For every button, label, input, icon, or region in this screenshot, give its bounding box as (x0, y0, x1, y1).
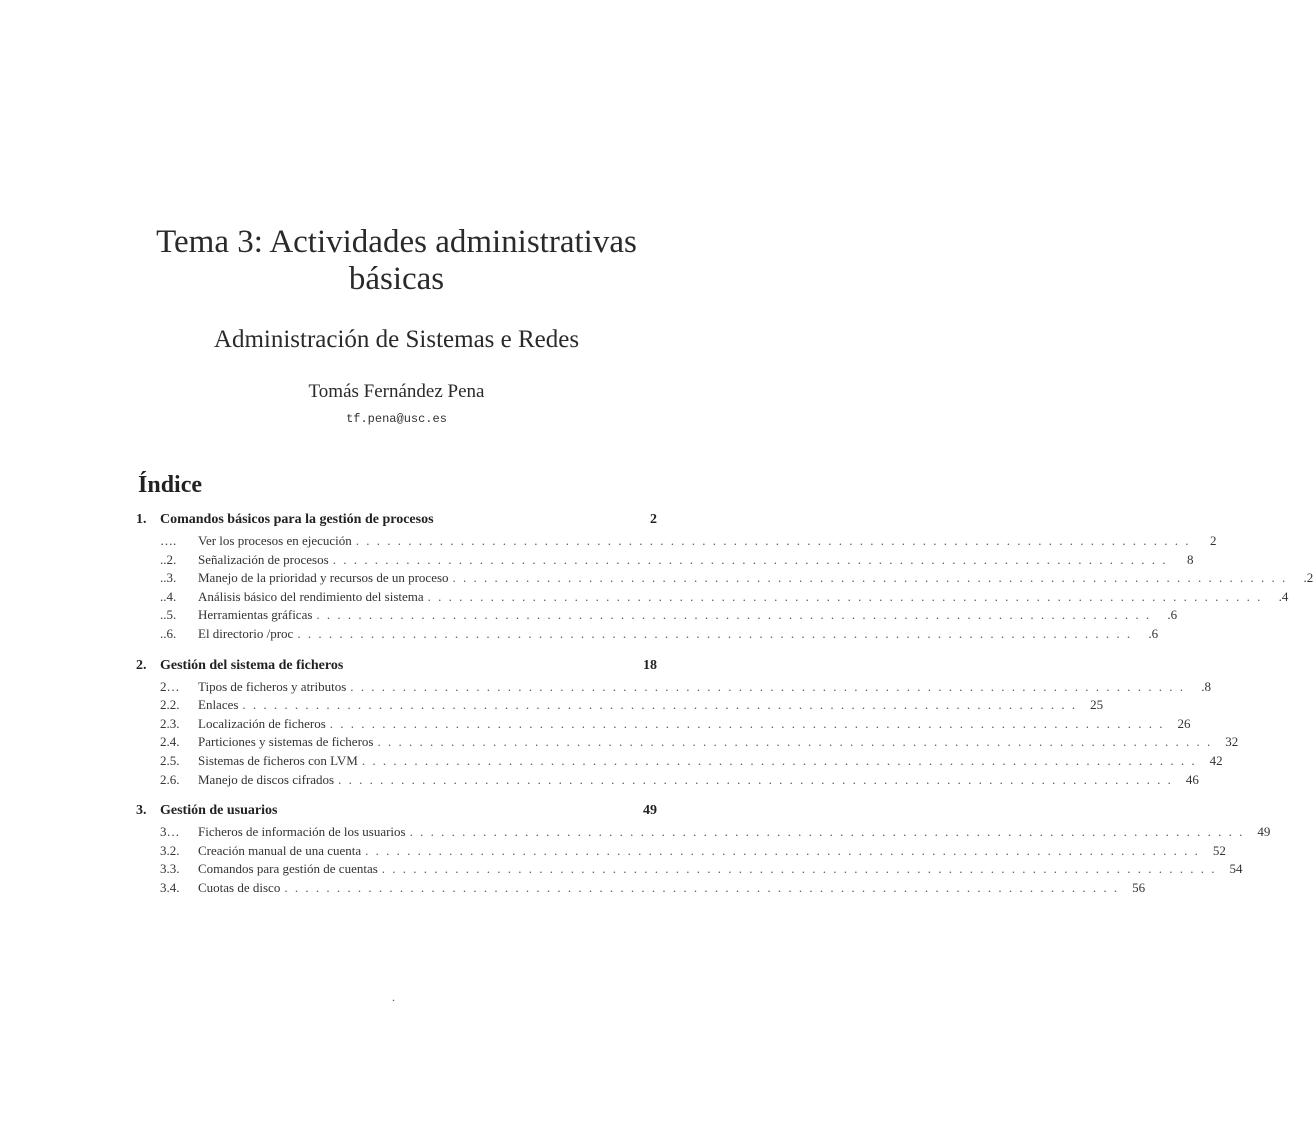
toc-subsection-entry[interactable] (136, 697, 1104, 716)
toc-subsection-page: .6 (1148, 625, 1159, 641)
toc-subsection-number: 2.5. (160, 752, 180, 768)
toc-subsection-entry[interactable] (136, 861, 1243, 880)
toc-section-page: 2 (650, 512, 657, 527)
toc-section (136, 657, 1239, 791)
toc-subsection-page: .4 (1278, 588, 1289, 604)
toc-subsection-title: Creación manual de una cuenta (198, 842, 362, 858)
toc-subsection-page: 49 (1257, 824, 1271, 840)
toc-subsection-title: Enlaces (198, 697, 239, 713)
toc-subsection-page: .2 (1303, 570, 1313, 586)
toc-subsection-number: 2.3. (160, 715, 180, 731)
document-title-line-2: básicas (348, 261, 445, 297)
toc-subsection-page: .8 (1201, 678, 1212, 694)
toc-section-entry[interactable] (136, 803, 657, 824)
toc-subsection-number: ..2. (160, 551, 177, 567)
toc-dot-leader: . . . . . . . . . . . . . . . . . . . . . . . . . . . . . . . . . . . . . . . . . . . . . . . . . . . . . . . . . . . . . . . . . . . . . . . . . . . . . . . . (316, 607, 1152, 623)
toc-subsection-number: 3.3. (160, 861, 180, 877)
toc-section-title: Gestión de usuarios (160, 803, 278, 819)
toc-subsection-number: 2… (160, 678, 180, 694)
toc-subsection-page: 8 (1186, 551, 1194, 567)
toc-subsection-page: 32 (1225, 734, 1239, 750)
toc-subsection-page: 2 (1210, 533, 1217, 548)
document-title (0, 224, 793, 298)
toc-subsection-title: Señalización de procesos (198, 551, 329, 567)
toc-section-number: 1. (136, 512, 147, 527)
toc-section-entry[interactable] (136, 658, 657, 679)
toc-subsection-entry[interactable] (136, 607, 1178, 626)
toc-section-page: 18 (643, 657, 657, 673)
toc-dot-leader: . . . . . . . . . . . . . . . . . . . . . . . . . . . . . . . . . . . . . . . . . . . . . . . . . . . . . . . . . . . . . . . . . . . . . . . . . . . . . . . . (365, 842, 1200, 858)
toc-dot-leader: . . . . . . . . . . . . . . . . . . . . . . . . . . . . . . . . . . . . . . . . . . . . . . . . . . . . . . . . . . . . . . . . . . . . . . . . . . . . . . . . (284, 879, 1120, 895)
toc-subsection-page: 25 (1090, 697, 1104, 713)
footer-mark: . (392, 990, 395, 1004)
toc-subsection-title: Manejo de la prioridad y recursos de un proceso (198, 570, 449, 586)
toc-subsection-title: Cuotas de disco (198, 879, 281, 895)
author-name: Tomás Fernández Pena (308, 381, 485, 402)
toc-subsection-page: 56 (1132, 879, 1146, 895)
toc-subsection-entry[interactable] (136, 588, 1289, 608)
toc-subsection-number: 2.2. (160, 697, 180, 713)
toc-dot-leader: . . . . . . . . . . . . . . . . . . . . . . . . . . . . . . . . . . . . . . . . . . . . . . . . . . . . . . . . . . . . . . . . . . . . . . . . . . . . . . . . (338, 771, 1173, 787)
toc-subsection-number: ..3. (160, 570, 177, 586)
toc-subsection-entry[interactable] (136, 842, 1226, 862)
toc-subsection-page: 42 (1209, 752, 1223, 768)
toc-dot-leader: . . . . . . . . . . . . . . . . . . . . . . . . . . . . . . . . . . . . . . . . . . . . . . . . . . . . . . . . . . . . . . . . . . . . . . . . . . . . . . . . (452, 570, 1288, 586)
toc-subsection-title: Comandos para gestión de cuentas (198, 861, 378, 877)
toc-subsection-number: 3.4. (160, 879, 180, 895)
toc-dot-leader: . . . . . . . . . . . . . . . . . . . . . . . . . . . . . . . . . . . . . . . . . . . . . . . . . . . . . . . . . . . . . . . . . . . . . . . . . . . . . . . . (329, 715, 1165, 731)
toc-subsection-title: Localización de ficheros (198, 715, 326, 731)
toc-subsection-title: Sistemas de ficheros con LVM (198, 752, 358, 768)
toc-heading: Índice (138, 472, 203, 498)
toc-section-number: 3. (136, 803, 147, 819)
toc-subsection-entry[interactable] (136, 570, 1313, 589)
toc-dot-leader: . . . . . . . . . . . . . . . . . . . . . . . . . . . . . . . . . . . . . . . . . . . . . . . . . . . . . . . . . . . . . . . . . . . . . . . . . . . . . . . . (427, 588, 1263, 604)
toc-subsection-entry[interactable] (136, 533, 1217, 552)
toc-subsection-page: 26 (1177, 715, 1191, 731)
document-subtitle: Administración de Sistemas e Redes (213, 326, 580, 353)
toc-subsection-title: El directorio /proc (198, 625, 294, 641)
toc-section-entry[interactable] (136, 512, 657, 533)
toc-subsection-entry[interactable] (136, 879, 1146, 899)
toc-subsection-number: …. (160, 533, 177, 548)
toc-subsection-number: ..4. (160, 588, 177, 604)
author-email: tf.pena@usc.es (346, 412, 447, 426)
toc-dot-leader: . . . . . . . . . . . . . . . . . . . . . . . . . . . . . . . . . . . . . . . . . . . . . . . . . . . . . . . . . . . . . . . . . . . . . . . . . . . . . . . . (377, 734, 1213, 750)
toc-dot-leader: . . . . . . . . . . . . . . . . . . . . . . . . . . . . . . . . . . . . . . . . . . . . . . . . . . . . . . . . . . . . . . . . . . . . . . . . . . . . . . . . (242, 697, 1078, 713)
toc-dot-leader: . . . . . . . . . . . . . . . . . . . . . . . . . . . . . . . . . . . . . . . . . . . . . . . . . . . . . . . . . . . . . . . . . . . . . . . . . . . . . . . . (297, 625, 1133, 641)
toc-subsection-page: 52 (1212, 842, 1226, 858)
toc-subsection-number: ..5. (160, 607, 177, 623)
toc-dot-leader: . . . . . . . . . . . . . . . . . . . . . . . . . . . . . . . . . . . . . . . . . . . . . . . . . . . . . . . . . . . . . . . . . . . . . . . . . . . . . . . . (332, 551, 1168, 567)
toc-dot-leader: . . . . . . . . . . . . . . . . . . . . . . . . . . . . . . . . . . . . . . . . . . . . . . . . . . . . . . . . . . . . . . . . . . . . . . . . . . . . . . . . (381, 861, 1217, 877)
toc-subsection-entry[interactable] (136, 678, 1212, 698)
toc-subsection-title: Manejo de discos cifrados (198, 771, 335, 787)
toc-section (136, 803, 1271, 898)
toc-subsection-title: Ver los procesos en ejecución (198, 533, 352, 548)
toc-subsection-entry[interactable] (136, 551, 1194, 571)
toc-subsection-title: Tipos de ficheros y atributos (198, 678, 347, 694)
toc-subsection-entry[interactable] (136, 715, 1191, 735)
toc-subsection-entry[interactable] (136, 771, 1199, 791)
toc-subsection-entry[interactable] (136, 734, 1239, 753)
toc-subsection-title: Ficheros de información de los usuarios (198, 824, 406, 840)
toc-subsection-title: Herramientas gráficas (198, 607, 313, 623)
toc-subsection-number: 2.6. (160, 771, 180, 787)
document-title-line-1: Tema 3: Actividades administrativas (156, 224, 637, 260)
toc-section-number: 2. (136, 657, 147, 673)
table-of-contents (136, 512, 1313, 912)
toc-dot-leader: . . . . . . . . . . . . . . . . . . . . . . . . . . . . . . . . . . . . . . . . . . . . . . . . . . . . . . . . . . . . . . . . . . . . . . . . . . . . . . . . (361, 752, 1197, 768)
toc-subsection-number: 3… (160, 824, 180, 840)
toc-subsection-entry[interactable] (136, 625, 1159, 645)
toc-subsection-page: 46 (1185, 771, 1199, 787)
toc-subsection-entry[interactable] (136, 824, 1271, 843)
toc-subsection-number: 2.4. (160, 734, 180, 750)
toc-dot-leader: . . . . . . . . . . . . . . . . . . . . . . . . . . . . . . . . . . . . . . . . . . . . . . . . . . . . . . . . . . . . . . . . . . . . . . . . . . . . . . . . (350, 678, 1186, 694)
toc-subsection-number: 3.2. (160, 842, 180, 858)
toc-subsection-page: 54 (1229, 861, 1243, 877)
toc-section (136, 512, 1313, 645)
toc-subsection-title: Análisis básico del rendimiento del sistema (198, 588, 424, 604)
toc-subsection-entry[interactable] (136, 752, 1223, 772)
toc-subsection-page: .6 (1167, 607, 1178, 623)
toc-section-page: 49 (643, 803, 657, 819)
toc-section-title: Comandos básicos para la gestión de procesos (160, 512, 434, 527)
toc-dot-leader: . . . . . . . . . . . . . . . . . . . . . . . . . . . . . . . . . . . . . . . . . . . . . . . . . . . . . . . . . . . . . . . . . . . . . . . . . . . . . . . . (355, 533, 1191, 548)
toc-dot-leader: . . . . . . . . . . . . . . . . . . . . . . . . . . . . . . . . . . . . . . . . . . . . . . . . . . . . . . . . . . . . . . . . . . . . . . . . . . . . . . . . (409, 824, 1245, 840)
toc-subsection-title: Particiones y sistemas de ficheros (198, 734, 374, 750)
toc-section-title: Gestión del sistema de ficheros (160, 657, 344, 673)
toc-subsection-number: ..6. (160, 625, 177, 641)
